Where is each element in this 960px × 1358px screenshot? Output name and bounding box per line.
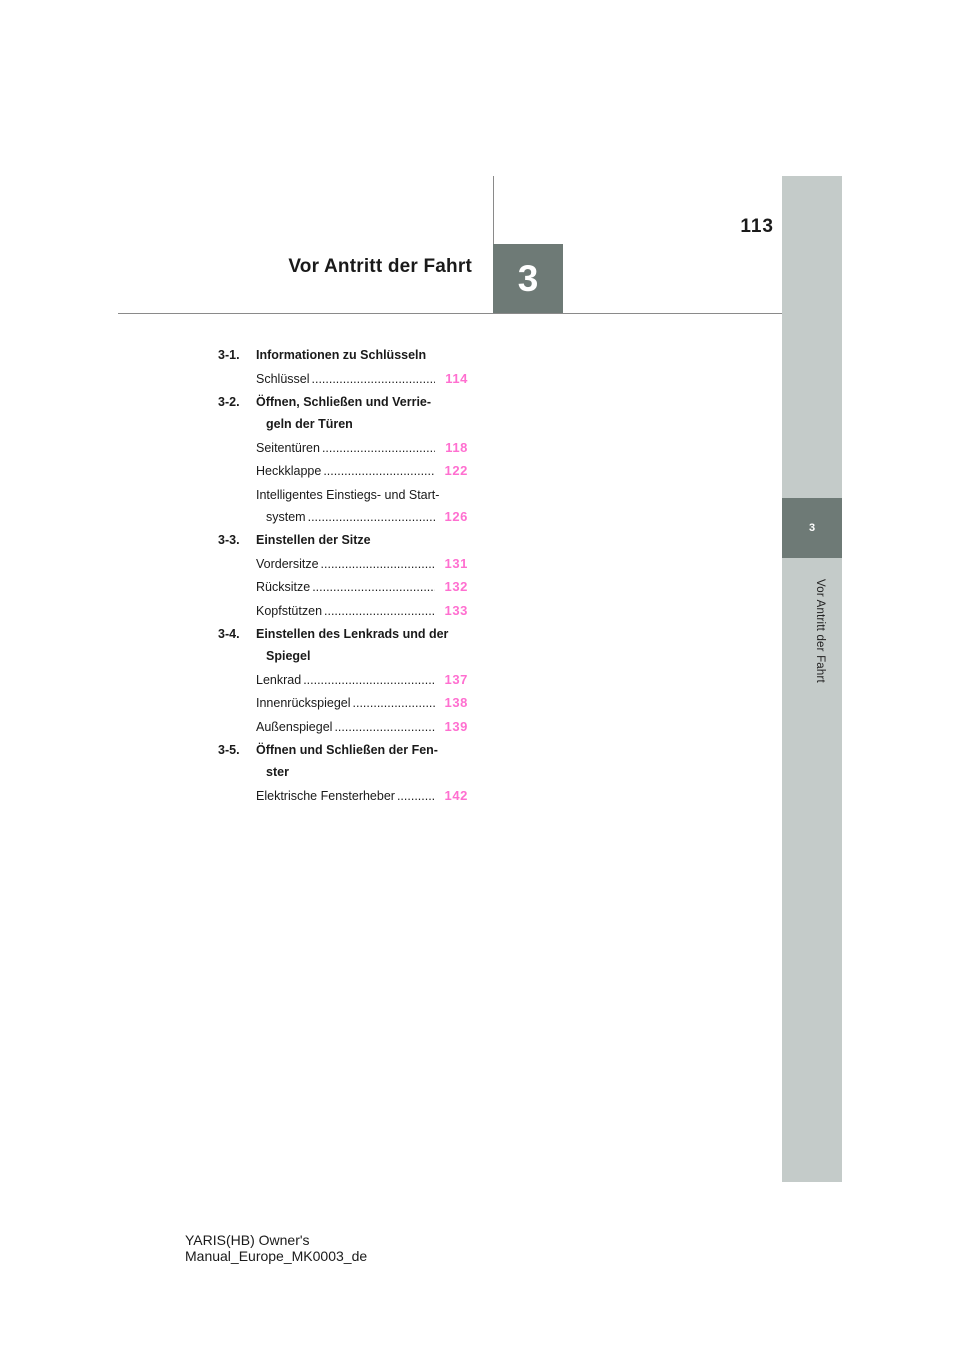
side-tab-label: Vor Antritt der Fahrt xyxy=(814,579,826,683)
entry-label: Elektrische Fensterheber xyxy=(256,788,395,803)
side-tab-number: 3 xyxy=(808,522,816,534)
section-number: 3-2. xyxy=(218,395,240,409)
toc-entry[interactable] xyxy=(218,600,468,622)
chapter-number: 3 xyxy=(517,257,539,299)
toc-entry[interactable] xyxy=(218,576,468,598)
entry-page-link[interactable]: 138 xyxy=(444,695,468,710)
dot-leader xyxy=(353,692,435,714)
dot-leader xyxy=(324,600,435,622)
table-of-contents xyxy=(218,344,468,808)
section-title-line: Informationen zu Schlüsseln xyxy=(256,348,427,362)
chapter-side-tab[interactable] xyxy=(782,498,842,558)
section-title-line: Öffnen, Schließen und Verrie- xyxy=(256,395,432,409)
entry-page-link[interactable]: 118 xyxy=(445,439,468,455)
dot-leader xyxy=(321,553,435,575)
section-title xyxy=(256,391,468,435)
section-title-line: geln der Türen xyxy=(266,417,353,431)
header-horizontal-divider xyxy=(118,313,782,314)
entry-page-link[interactable]: 142 xyxy=(444,787,468,803)
section-title-line: ster xyxy=(266,765,289,779)
toc-section-heading[interactable] xyxy=(218,623,468,667)
toc-entry[interactable] xyxy=(218,716,468,738)
entry-label: Seitentüren xyxy=(256,440,320,455)
dot-leader xyxy=(312,576,435,598)
section-number: 3-5. xyxy=(218,743,240,757)
toc-section-heading[interactable] xyxy=(218,391,468,435)
dot-leader xyxy=(303,669,435,691)
toc-entry[interactable] xyxy=(218,669,468,691)
section-title xyxy=(256,344,468,366)
entry-label: system xyxy=(266,509,306,524)
section-number: 3-1. xyxy=(218,348,240,362)
toc-section-heading[interactable] xyxy=(218,344,468,366)
entry-page-link[interactable]: 132 xyxy=(444,579,468,594)
entry-label-line: Intelligentes Einstiegs- und Start- xyxy=(256,487,440,502)
section-number: 3-3. xyxy=(218,533,240,547)
dot-leader xyxy=(397,785,435,807)
section-number: 3-4. xyxy=(218,627,240,641)
header-vertical-divider xyxy=(493,176,494,244)
chapter-number-box xyxy=(493,244,563,313)
toc-entry[interactable] xyxy=(218,785,468,807)
entry-page-link[interactable]: 133 xyxy=(444,602,468,618)
toc-entry[interactable] xyxy=(218,484,468,528)
footer-manual-id: YARIS(HB) Owner's Manual_Europe_MK0003_de xyxy=(185,1232,368,1264)
toc-entry[interactable] xyxy=(218,460,468,482)
toc-entry[interactable] xyxy=(218,692,468,714)
section-title-line: Einstellen der Sitze xyxy=(256,533,371,547)
entry-page-link[interactable]: 137 xyxy=(444,671,468,687)
section-title-line: Öffnen und Schließen der Fen- xyxy=(256,743,438,757)
dot-leader xyxy=(312,368,436,390)
dot-leader xyxy=(322,437,435,459)
entry-label: Schlüssel xyxy=(256,371,310,386)
dot-leader xyxy=(334,716,435,738)
entry-page-link[interactable]: 126 xyxy=(444,508,468,524)
dot-leader xyxy=(323,460,435,482)
section-title-line: Einstellen des Lenkrads und der xyxy=(256,627,449,641)
entry-page-link[interactable]: 139 xyxy=(444,718,468,734)
entry-label: Kopfstützen xyxy=(256,603,323,618)
entry-page-link[interactable]: 122 xyxy=(444,463,468,478)
toc-section-heading[interactable] xyxy=(218,529,468,551)
toc-entry[interactable] xyxy=(218,368,468,390)
section-title xyxy=(256,623,468,667)
entry-label: Vordersitze xyxy=(256,556,319,571)
toc-entry[interactable] xyxy=(218,553,468,575)
page-number: 113 xyxy=(740,216,774,237)
chapter-title: Vor Antritt der Fahrt xyxy=(288,256,472,277)
toc-entry[interactable] xyxy=(218,437,468,459)
entry-label: Außenspiegel xyxy=(256,719,333,734)
entry-page-link[interactable]: 114 xyxy=(445,370,468,386)
entry-page-link[interactable]: 131 xyxy=(444,555,468,571)
entry-label: Rücksitze xyxy=(256,580,311,594)
entry-label: Innenrückspiegel xyxy=(256,696,351,710)
section-title xyxy=(256,739,468,783)
entry-label: Lenkrad xyxy=(256,672,302,687)
section-title xyxy=(256,529,468,551)
entry-label: Heckklappe xyxy=(256,464,322,478)
section-title-line: Spiegel xyxy=(266,649,311,663)
dot-leader xyxy=(308,506,435,528)
toc-section-heading[interactable] xyxy=(218,739,468,783)
